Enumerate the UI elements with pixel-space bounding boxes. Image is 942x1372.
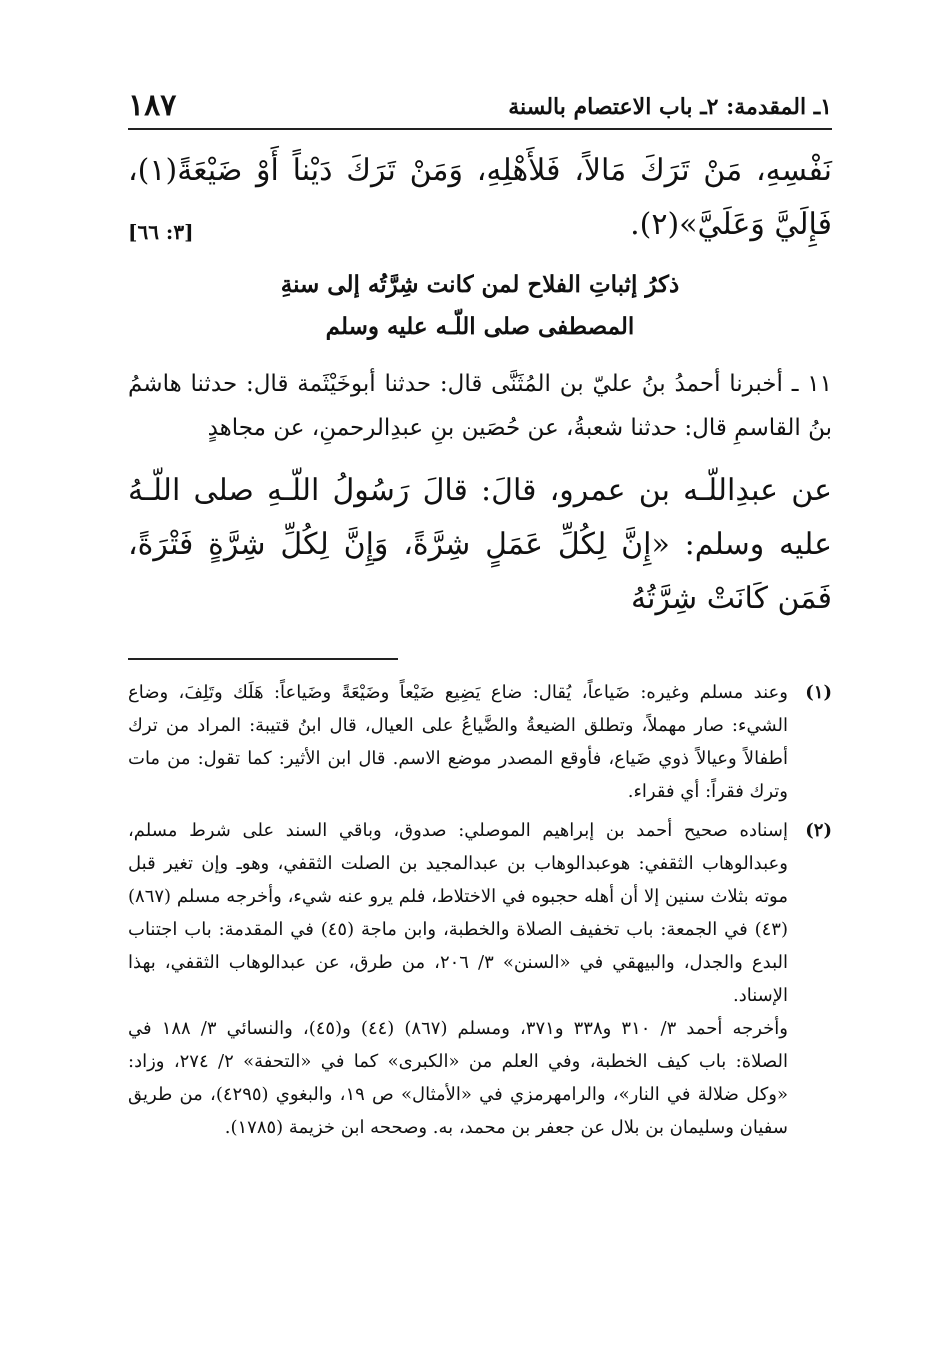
footnote-number: (١) <box>805 682 832 703</box>
footnote-2 <box>128 814 832 1144</box>
footnote-1 <box>128 676 832 808</box>
footnote-paragraph: وعند مسلم وغيره: ضَياعاً، يُقال: ضاع يَضِيع ضَيْعاً وضَيْعَةً وضَياعاً: هَلَك وتَلِفَ، وضاع الشيء: صار مهملاً، وتطلق الضيعةُ والضَّياعُ على العيال، قال ابنُ قتيبة: المراد من ترك أطفالاً وعيالاً ذوي ضَياع، فأوقع المصدر موضع الاسم. قال ابن الأثير: كما تقول: من مات وترك فقراً: أي فقراء. <box>128 682 788 802</box>
running-title: ١ـ المقدمة: ٢ـ باب الاعتصام بالسنة <box>508 94 832 120</box>
footnote-number: (٢) <box>805 820 832 841</box>
footnotes <box>128 676 832 1150</box>
footnote-paragraph: إسناده صحيح أحمد بن إبراهيم الموصلي: صدوق، وباقي السند على شرط مسلم، وعبدالوهاب الثقفي: هوعبدالوهاب بن عبدالمجيد بن الصلت الثقفي، وهوـ وإن تغير قبل موته بثلاث سنين إلا أن أهله حجبوه في الاختلاط، فلم يرو عنه شيء، وأخرجه مسلم (٨٦٧) (٤٣) في الجمعة: باب تخفيف الصلاة والخطبة، وابن ماجة (٤٥) في المقدمة: باب اجتناب البدع والجدل، والبيهقي في «السنن» ٣/ ٢٠٦، من طرق، عن عبدالوهاب الثقفي، بهذا الإسناد. <box>128 820 789 1006</box>
chapter-heading-line-1: ذكرُ إثباتِ الفلاح لمن كانت شِرَّتُه إلى سنةِ <box>280 271 680 298</box>
hadith-matn: عن عبدِاللّـه بن عمرو، قالَ: قالَ رَسُولُ اللّـهِ صلى اللّـهُ عليه وسلم: «إِنَّ لِكُلِّ عَمَلٍ شِرَّةً، وَإِنَّ لِكُلِّ شِرَّةٍ فَتْرَةً، فَمَن كَانَتْ شِرَّتُهُ <box>128 473 832 616</box>
chapter-heading <box>128 264 832 348</box>
page-number: ١٨٧ <box>128 88 177 123</box>
hadith-reference: [٣: ٦٦] <box>128 220 194 244</box>
chapter-heading-line-2: المصطفى صلى اللّـه عليه وسلم <box>325 313 635 340</box>
footnote-paragraph: وأخرجه أحمد ٣/ ٣١٠ و٣٣٨ و٣٧١، ومسلم (٨٦٧) (٤٤) و(٤٥)، والنسائي ٣/ ١٨٨ في الصلاة: باب كيف الخطبة، وفي العلم من «الكبرى» كما في «التحفة» ٢/ ٢٧٤، وزاد: «وكل ضلالة في النار»، والرامهرمزي في «الأمثال» ص ١٩، والبغوي (٤٢٩٥)، من طريق سفيان وسليمان بن بلال عن جعفر بن محمد، به. وصححه ابن خزيمة (١٧٨٥). <box>128 1018 788 1138</box>
footnote-separator <box>128 658 398 660</box>
book-page <box>128 88 832 1358</box>
hadith-continuation <box>128 144 832 252</box>
running-header <box>128 88 832 130</box>
hadith-continuation-text: نَفْسِهِ، مَنْ تَرَكَ مَالاً، فَلأَهْلِهِ، وَمَنْ تَرَكَ دَيْناً أَوْ ضَيْعَةً(١)، فَإِلَيَّ وَعَلَيَّ»(٢). <box>128 153 832 242</box>
hadith-isnad: ١١ ـ أخبرنا أحمدُ بنُ عليّ بن المُثَنَّى قال: حدثنا أبوخَيْثَمة قال: حدثنا هاشمُ بنُ القاسمِ قال: حدثنا شعبةُ، عن حُصَين بنِ عبدِالرحمنِ، عن مجاهدٍ <box>128 371 832 441</box>
